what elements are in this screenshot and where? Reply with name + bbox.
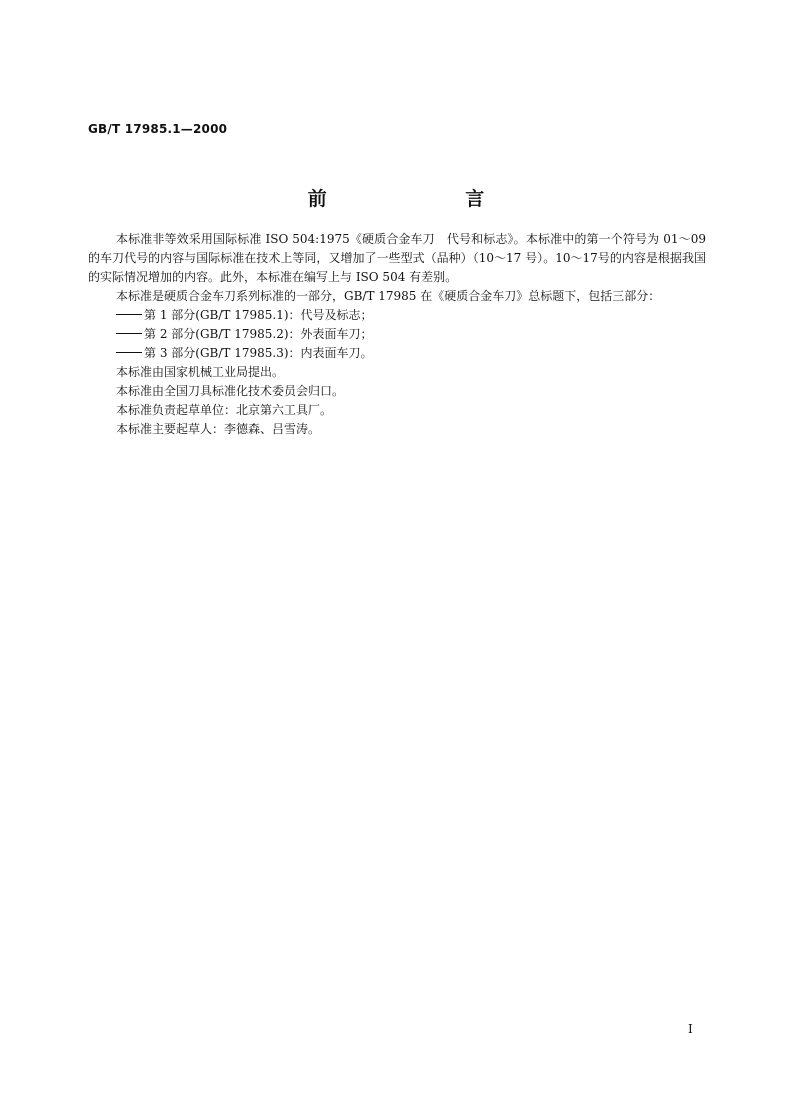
page-title: 前 言 [307, 188, 551, 210]
paragraph-adoption: 本标准非等效采用国际标准 ISO 504:1975《硬质合金车刀 代号和标志》。本标准中的第一个符号为 01～09 的车刀代号的内容与国际标准在技术上等同，又增加了一些型式（品种）（10～17 号）。10～17号的内容是根据我国的实际情况增加的内容。此外，本标准在编写上与 ISO 504 有差别。 [88, 232, 706, 284]
dash-icon [116, 352, 142, 353]
page-number: I [688, 1022, 693, 1036]
list-item-part-3 [88, 344, 706, 363]
part-1-text: 第 1 部分(GB/T 17985.1)：代号及标志； [144, 308, 373, 322]
statement-drafters: 本标准主要起草人：李德森、吕雪涛。 [116, 422, 321, 436]
document-body [88, 230, 706, 439]
dash-icon [116, 333, 142, 334]
list-item-part-1 [88, 306, 706, 325]
part-3-text: 第 3 部分(GB/T 17985.3)：内表面车刀。 [144, 346, 373, 360]
statement-proposer: 本标准由国家机械工业局提出。 [116, 365, 285, 379]
dash-icon [116, 314, 142, 315]
standard-code: GB/T 17985.1—2000 [88, 122, 228, 136]
part-2-text: 第 2 部分(GB/T 17985.2)：外表面车刀； [144, 327, 373, 341]
statement-committee: 本标准由全国刀具标准化技术委员会归口。 [116, 384, 345, 398]
statement-drafting-unit: 本标准负责起草单位：北京第六工具厂。 [116, 403, 333, 417]
paragraph-series: 本标准是硬质合金车刀系列标准的一部分，GB/T 17985 在《硬质合金车刀》总标题下，包括三部分： [116, 289, 661, 303]
list-item-part-2 [88, 325, 706, 344]
